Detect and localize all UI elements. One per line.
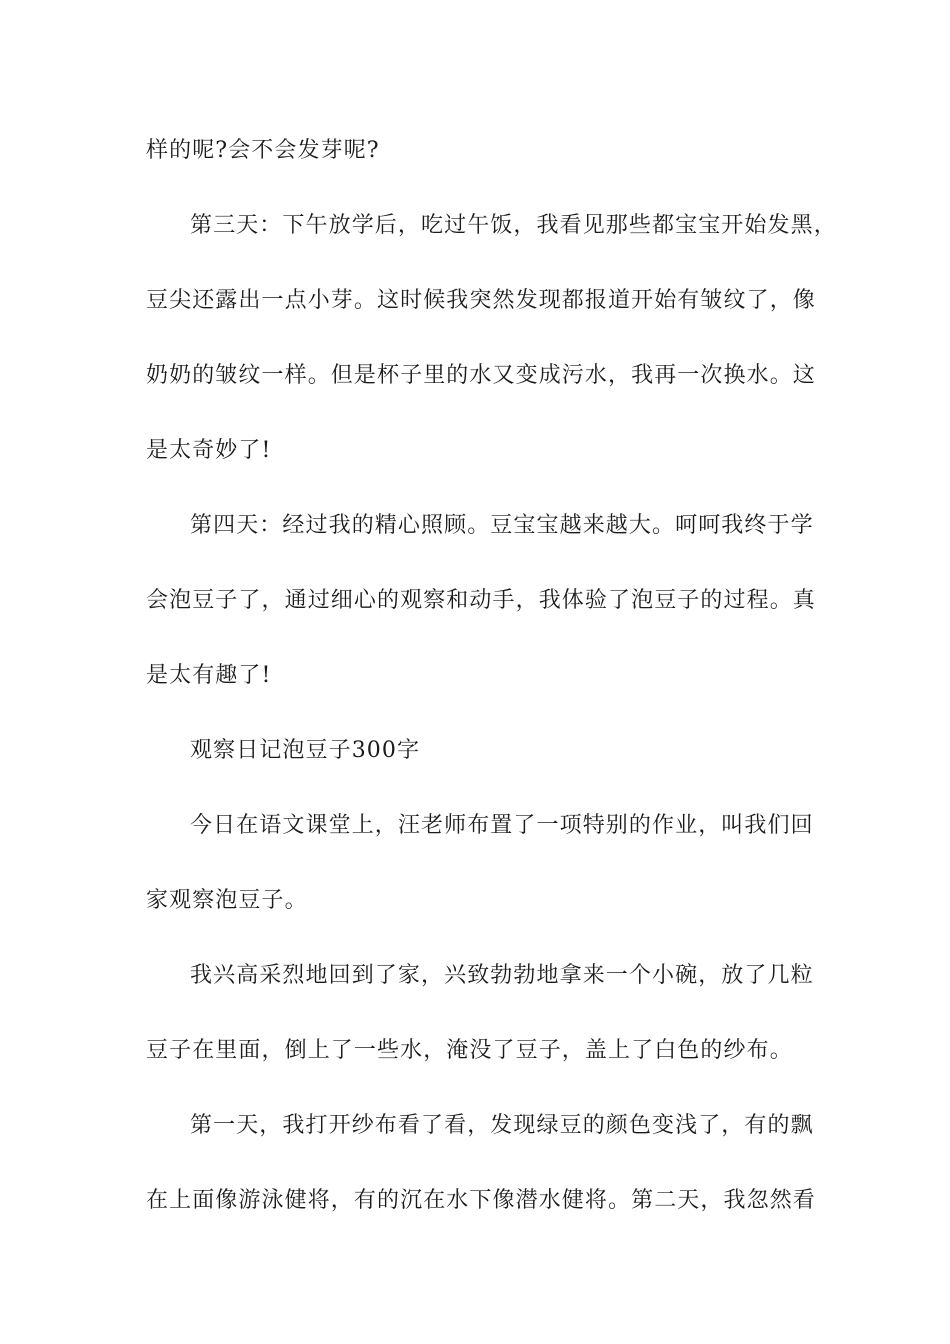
section-title: 观察日记泡豆子300字	[190, 738, 421, 763]
paragraph-start-line: 我兴高采烈地回到了家，兴致勃勃地拿来一个小碗，放了几粒	[190, 963, 814, 988]
text-line: 奶奶的皱纹一样。但是杯子里的水又变成污水，我再一次换水。这	[146, 363, 816, 388]
text-line: 样的呢?会不会发芽呢?	[146, 138, 380, 163]
paragraph-start-line: 第四天：经过我的精心照顾。豆宝宝越来越大。呵呵我终于学	[190, 513, 814, 538]
text-line: 在上面像游泳健将，有的沉在水下像潜水健将。第二天，我忽然看	[146, 1188, 816, 1213]
paragraph-start-line: 第一天，我打开纱布看了看，发现绿豆的颜色变浅了，有的飘	[190, 1113, 814, 1138]
text-line: 豆尖还露出一点小芽。这时候我突然发现都报道开始有皱纹了，像	[146, 288, 816, 313]
paragraph-start-line: 今日在语文课堂上，汪老师布置了一项特别的作业，叫我们回	[190, 813, 814, 838]
text-line: 豆子在里面，倒上了一些水，淹没了豆子，盖上了白色的纱布。	[146, 1038, 793, 1063]
text-line: 是太奇妙了!	[146, 438, 272, 463]
text-line: 家观察泡豆子。	[146, 888, 308, 913]
text-line: 会泡豆子了，通过细心的观察和动手，我体验了泡豆子的过程。真	[146, 588, 816, 613]
text-line: 是太有趣了!	[146, 663, 272, 688]
paragraph-start-line: 第三天：下午放学后，吃过午饭，我看见那些都宝宝开始发黑，	[190, 213, 837, 238]
